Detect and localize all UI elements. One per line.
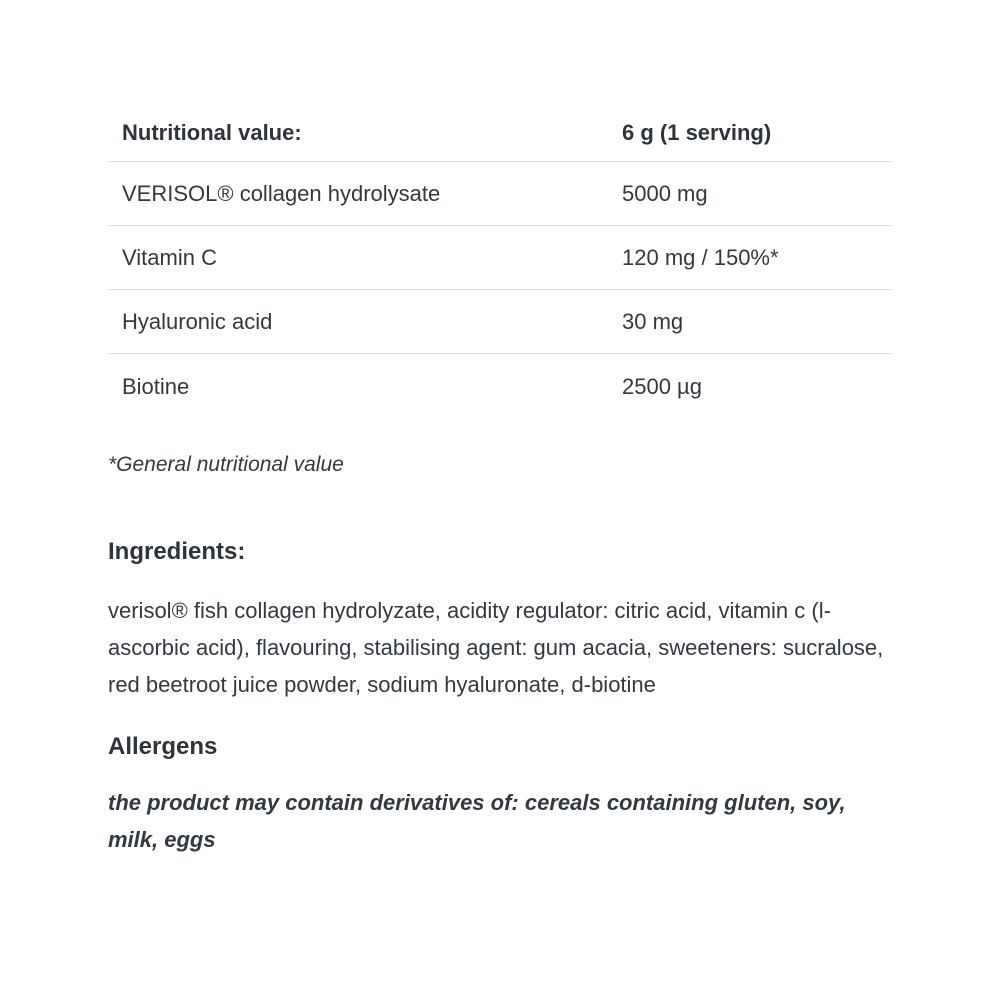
nutrition-header-value: 6 g (1 serving): [622, 120, 772, 145]
product-info-page: [108, 105, 892, 858]
table-row: [108, 290, 892, 354]
row-label: Vitamin C: [122, 244, 217, 270]
row-value: 2500 µg: [622, 374, 702, 399]
row-label: Hyaluronic acid: [122, 308, 273, 334]
allergens-heading: Allergens: [108, 733, 218, 760]
table-row: [108, 162, 892, 226]
nutrition-header-label: Nutritional value:: [122, 120, 302, 145]
table-row: [108, 354, 892, 420]
table-row: [108, 226, 892, 290]
nutrition-footnote: *General nutritional value: [108, 453, 344, 476]
nutrition-table: [108, 105, 892, 420]
ingredients-text: verisol® fish collagen hydrolyzate, acidity regulator: citric acid, vitamin c (l-ascorbic acid), flavouring, stabilising agent: gum acacia, sweeteners: sucralose, red beetroot juice powder, sodium hyaluronate, d-biotine: [108, 598, 884, 697]
allergens-text: the product may contain derivatives of: cereals containing gluten, soy, milk, eggs: [108, 790, 846, 852]
row-value: 120 mg / 150%*: [622, 244, 779, 270]
row-label: Biotine: [122, 374, 190, 399]
row-value: 30 mg: [622, 308, 684, 334]
row-label: VERISOL® collagen hydrolysate: [122, 180, 441, 206]
ingredients-heading: Ingredients:: [108, 538, 246, 565]
nutrition-table-header-row: [108, 105, 892, 162]
row-value: 5000 mg: [622, 180, 708, 206]
